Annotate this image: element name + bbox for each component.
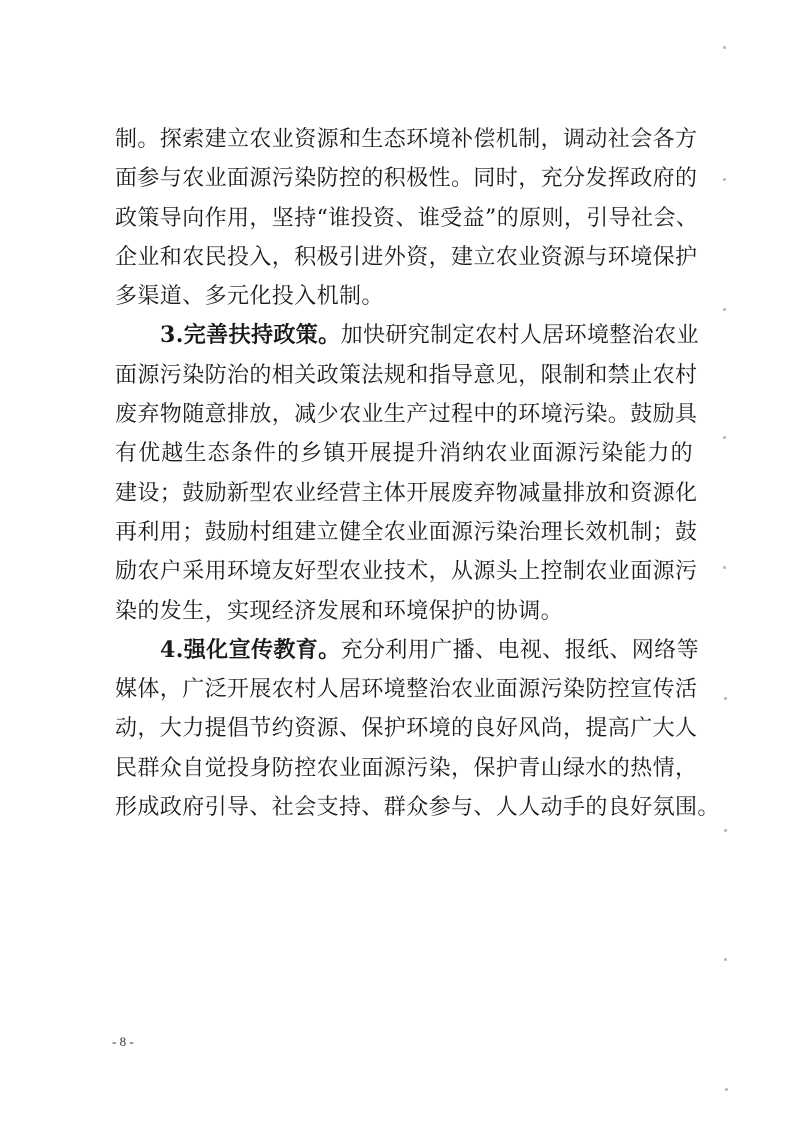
text-line: 形成政府引导、社会支持、群众参与、人人动手的良好氛围。 <box>115 795 720 821</box>
scan-mark <box>724 829 727 832</box>
text-line: 再利用；鼓励村组建立健全农业面源污染治理长效机制；鼓 <box>115 519 698 545</box>
scan-mark <box>723 46 726 49</box>
text-line: 企业和农民投入，积极引进外资，建立农业资源与环境保护 <box>115 244 698 270</box>
text-span: 加快研究制定农村人居环境整治农业 <box>340 323 699 349</box>
text-line: 民群众自觉投身防控农业面源污染，保护青山绿水的热情， <box>115 755 698 781</box>
scan-mark <box>723 178 726 181</box>
text-line: 动，大力提倡节约资源、保护环境的良好风尚，提高广大人 <box>115 716 698 742</box>
text-span: 充分利用广播、电视、报纸、网络等 <box>340 637 699 663</box>
text-line: 废弃物随意排放，减少农业生产过程中的环境污染。鼓励具 <box>115 402 698 428</box>
page-number: - 8 - <box>112 1034 134 1049</box>
section-heading: 4.强化宣传教育。 <box>160 636 341 663</box>
text-line: 制。探索建立农业资源和生态环境补偿机制，调动社会各方 <box>115 127 698 152</box>
scan-mark <box>723 566 726 569</box>
text-line: 染的发生，实现经济发展和环境保护的协调。 <box>115 598 564 624</box>
text-line: 面参与农业面源污染防控的积极性。同时，充分发挥政府的 <box>115 166 698 192</box>
scan-mark <box>724 697 727 700</box>
body-text <box>115 120 720 827</box>
text-line: 面源污染防治的相关政策法规和指导意见，限制和禁止农村 <box>115 362 698 388</box>
paragraph-first-line <box>115 631 699 670</box>
text-line: 政策导向作用，坚持“谁投资、谁受益”的原则，引导社会、 <box>115 205 699 231</box>
text-line: 媒体，广泛开展农村人居环境整治农业面源污染防控宣传活 <box>115 677 698 703</box>
paragraph-first-line <box>115 316 699 355</box>
section-heading: 3.完善扶持政策。 <box>160 322 341 349</box>
text-line: 励农户采用环境友好型农业技术，从源头上控制农业面源污 <box>115 559 698 585</box>
text-line: 建设；鼓励新型农业经营主体开展废弃物减量排放和资源化 <box>115 480 698 506</box>
scan-mark <box>723 308 726 311</box>
scan-mark <box>724 958 727 961</box>
scan-mark <box>725 1088 728 1091</box>
text-line: 多渠道、多元化投入机制。 <box>115 284 384 310</box>
scan-mark <box>723 436 726 439</box>
text-line: 有优越生态条件的乡镇开展提升消纳农业面源污染能力的 <box>115 441 693 467</box>
